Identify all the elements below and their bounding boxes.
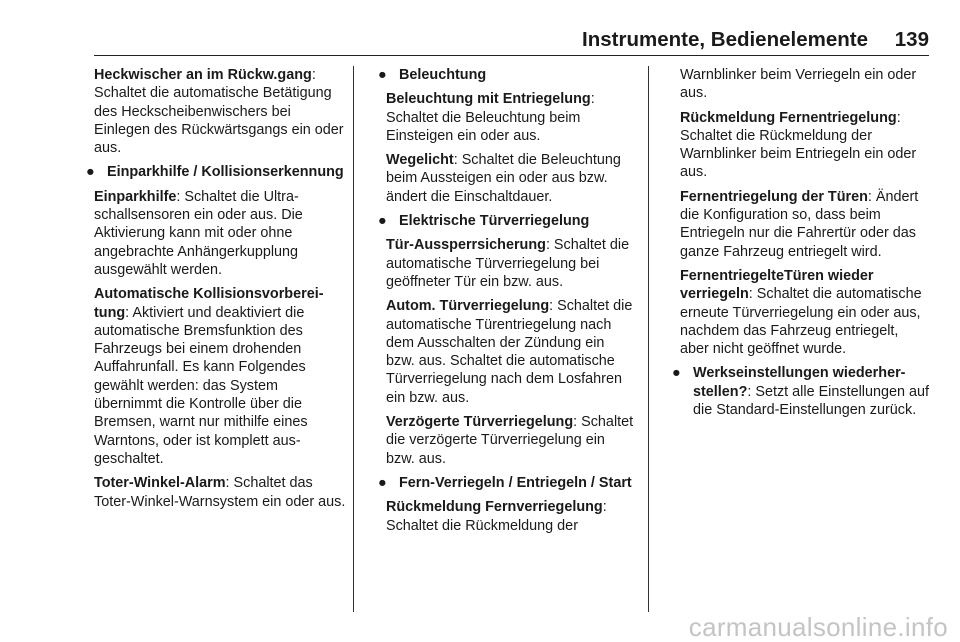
bullet-icon: ●	[378, 213, 387, 230]
column-divider	[353, 66, 354, 612]
setting-description: : Setzt alle Einstellungen auf die Standard-Einstellungen zurück.	[693, 383, 929, 419]
setting-description: : Aktiviert und deaktiviert die automatische Bremsfunktion des Fahrzeugs bei einem drohenden Auffahrunfall. Es kann Folgendes gewählt werden: das System übernimmt die Kontrolle über die Bremsen, warnt nur mithilfe eines Warntons, oder ist komplett ausgeschaltet.	[94, 304, 308, 467]
bullet-heading	[86, 163, 348, 181]
setting-description: : Schaltet die Beleuchtung beim Aussteigen ein oder aus bzw. ändert die Einschaltdauer.	[386, 152, 621, 205]
setting-term: Rückmeldung Fernverriegelung	[386, 499, 603, 516]
header-rule	[94, 55, 929, 56]
setting-description: : Schaltet die automatische Betätigung des Heckscheibenwischers bei Einlegen des Rückwärtsgangs ein oder aus.	[94, 67, 344, 157]
setting-description: : Schaltet das Toter-Winkel-Warnsystem ein oder aus.	[94, 475, 346, 510]
setting-term: Automatische Kollisionsvorbereitung	[94, 286, 324, 321]
page-header	[0, 0, 960, 62]
setting-description: : Schaltet die automatische erneute Türverriegelung ein oder aus, nachdem das Fahrzeug entriegelt, aber nicht geöffnet wurde.	[680, 286, 922, 358]
setting-term: Autom. Türverriegelung	[386, 298, 550, 315]
setting-term: Werkseinstellungen wiederherstellen?	[693, 365, 906, 400]
bullet-icon: ●	[378, 474, 387, 491]
page-number: 139	[894, 28, 929, 51]
section-heading: Einparkhilfe / Kollisionserkennung	[107, 164, 344, 181]
column-2	[378, 66, 634, 541]
section-heading: Fern-Verriegeln / Entriegeln / Start	[399, 474, 632, 491]
section-heading: Elektrische Türverriegelung	[399, 213, 590, 230]
page-title: Instrumente, Bedienelemente	[582, 28, 868, 51]
paragraph	[386, 498, 634, 535]
setting-description: : Schaltet die Rückmeldung der Warnblinker beim Entriegeln ein oder aus.	[680, 109, 917, 181]
column-1	[86, 66, 348, 517]
setting-term: Heckwischer an im Rückw.gang	[94, 67, 312, 83]
setting-term: Wegelicht	[386, 152, 454, 169]
paragraph	[386, 297, 634, 407]
paragraph	[680, 267, 929, 358]
bullet-heading	[378, 66, 634, 84]
setting-term: Fernentriegelung der Türen	[680, 188, 868, 205]
setting-term: Beleuchtung mit Entriegelung	[386, 91, 591, 108]
setting-description: : Schaltet die verzögerte Türverriegelung ein bzw. aus.	[386, 414, 634, 467]
setting-description: : Ändert die Konfiguration so, dass beim Entriegeln nur die Fahrertür oder das ganze Fahrzeug entriegelt wird.	[680, 188, 919, 260]
paragraph	[680, 188, 929, 261]
setting-description: : Schaltet die Ultraschallsensoren ein oder aus. Die Aktivierung kann mit oder ohne angebrachte Anhängerkupplung ausgewählt werden.	[94, 188, 303, 278]
bullet-icon: ●	[86, 164, 95, 181]
setting-term: Rückmeldung Fernentriegelung	[680, 109, 897, 126]
paragraph	[94, 285, 348, 468]
bullet-icon: ●	[672, 365, 681, 382]
column-divider	[648, 66, 649, 612]
bullet-heading	[378, 474, 634, 492]
setting-description: : Schaltet die Rückmeldung der	[386, 499, 607, 534]
paragraph	[386, 151, 634, 206]
watermark: carmanualsonline.info	[688, 612, 948, 642]
paragraph	[386, 413, 634, 468]
paragraph	[680, 66, 929, 103]
paragraph	[94, 66, 348, 157]
paragraph	[386, 236, 634, 291]
setting-term: Einparkhilfe	[94, 188, 177, 205]
setting-term: Toter-Winkel-Alarm	[94, 475, 226, 492]
bullet-icon: ●	[378, 67, 387, 83]
bullet-item	[672, 364, 929, 419]
setting-description: : Schaltet die Beleuchtung beim Einsteigen ein oder aus.	[386, 91, 595, 144]
paragraph	[680, 109, 929, 182]
setting-term: Verzögerte Türverriegelung	[386, 414, 574, 431]
paragraph	[94, 474, 348, 511]
bullet-heading	[378, 212, 634, 230]
setting-description: : Schaltet die automatische Türentriegelung nach dem Ausschalten der Zündung ein bzw. aus. Schaltet die automatische Türverriegelung nach dem Losfahren ein bzw. aus.	[386, 298, 633, 406]
paragraph	[386, 90, 634, 145]
setting-term: FernentriegelteTüren wieder verriegeln	[680, 267, 874, 303]
paragraph	[94, 188, 348, 279]
setting-description: : Schaltet die automatische Türverriegelung bei geöffneter Tür ein bzw. aus.	[386, 237, 630, 290]
setting-description: Warnblinker beim Verriegeln ein oder aus.	[680, 67, 917, 102]
section-heading: Beleuchtung	[399, 67, 487, 83]
column-3	[672, 66, 929, 425]
setting-term: Tür-Aussperrsicherung	[386, 237, 546, 254]
